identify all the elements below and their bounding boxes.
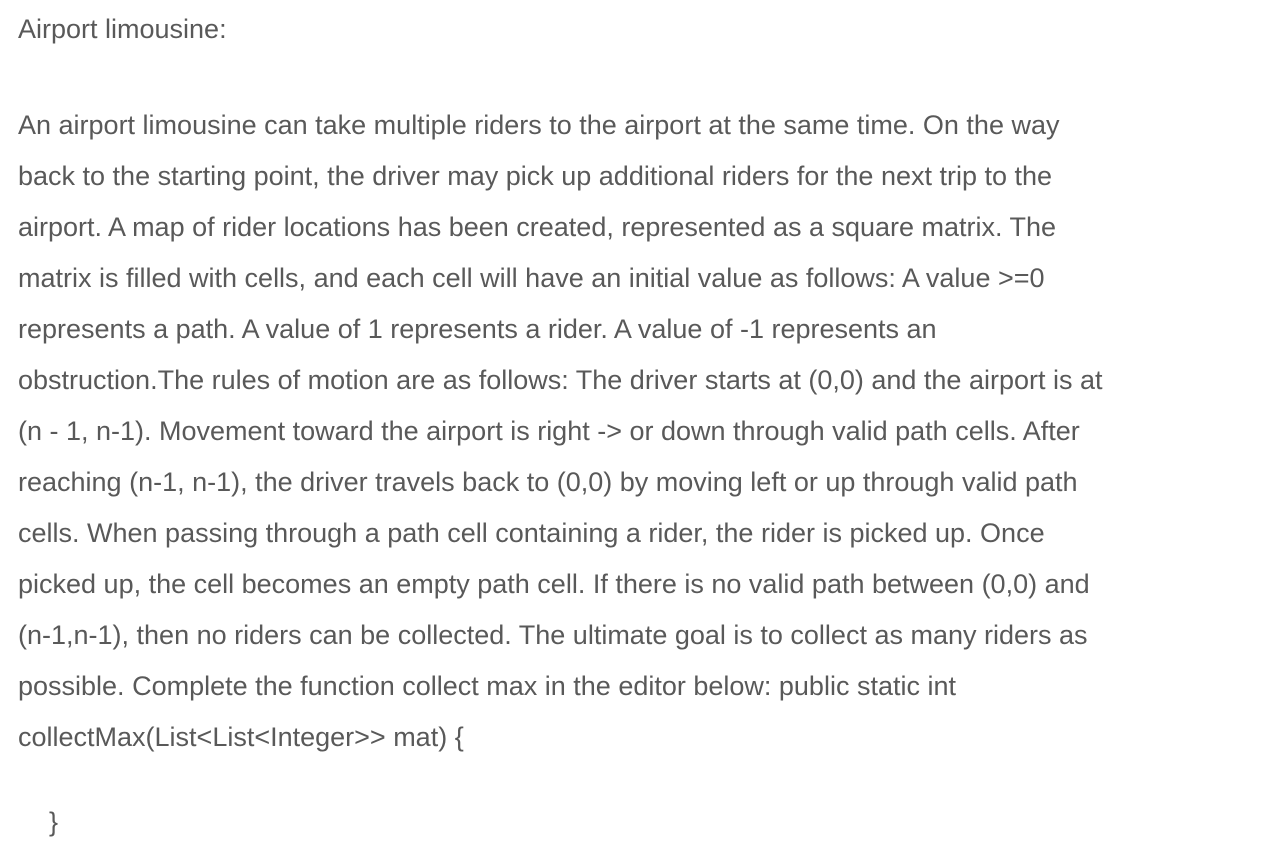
description-line: (n-1,n-1), then no riders can be collected. The ultimate goal is to collect as many riders as (18, 620, 1088, 650)
problem-description (18, 100, 1258, 763)
description-line: collectMax(List<List<Integer>> mat) { (18, 722, 464, 752)
description-line: reaching (n-1, n-1), the driver travels back to (0,0) by moving left or up through valid path (18, 467, 1078, 497)
description-line: possible. Complete the function collect max in the editor below: public static int (18, 671, 956, 701)
description-line: airport. A map of rider locations has been created, represented as a square matrix. The (18, 212, 1057, 242)
description-line: obstruction.The rules of motion are as follows: The driver starts at (0,0) and the airport is at (18, 365, 1103, 395)
description-line: (n - 1, n-1). Movement toward the airport is right -> or down through valid path cells. After (18, 416, 1080, 446)
document-title: Airport limousine: (18, 14, 227, 44)
description-line: matrix is filled with cells, and each cell will have an initial value as follows: A value >=0 (18, 263, 1045, 293)
description-line: represents a path. A value of 1 represents a rider. A value of -1 represents an (18, 314, 937, 344)
description-line: cells. When passing through a path cell containing a rider, the rider is picked up. Once (18, 518, 1045, 548)
description-line: back to the starting point, the driver may pick up additional riders for the next trip to the (18, 161, 1053, 191)
description-line: An airport limousine can take multiple riders to the airport at the same time. On the way (18, 110, 1060, 140)
closing-brace: } (49, 807, 59, 837)
description-line: picked up, the cell becomes an empty path cell. If there is no valid path between (0,0) and (18, 569, 1090, 599)
